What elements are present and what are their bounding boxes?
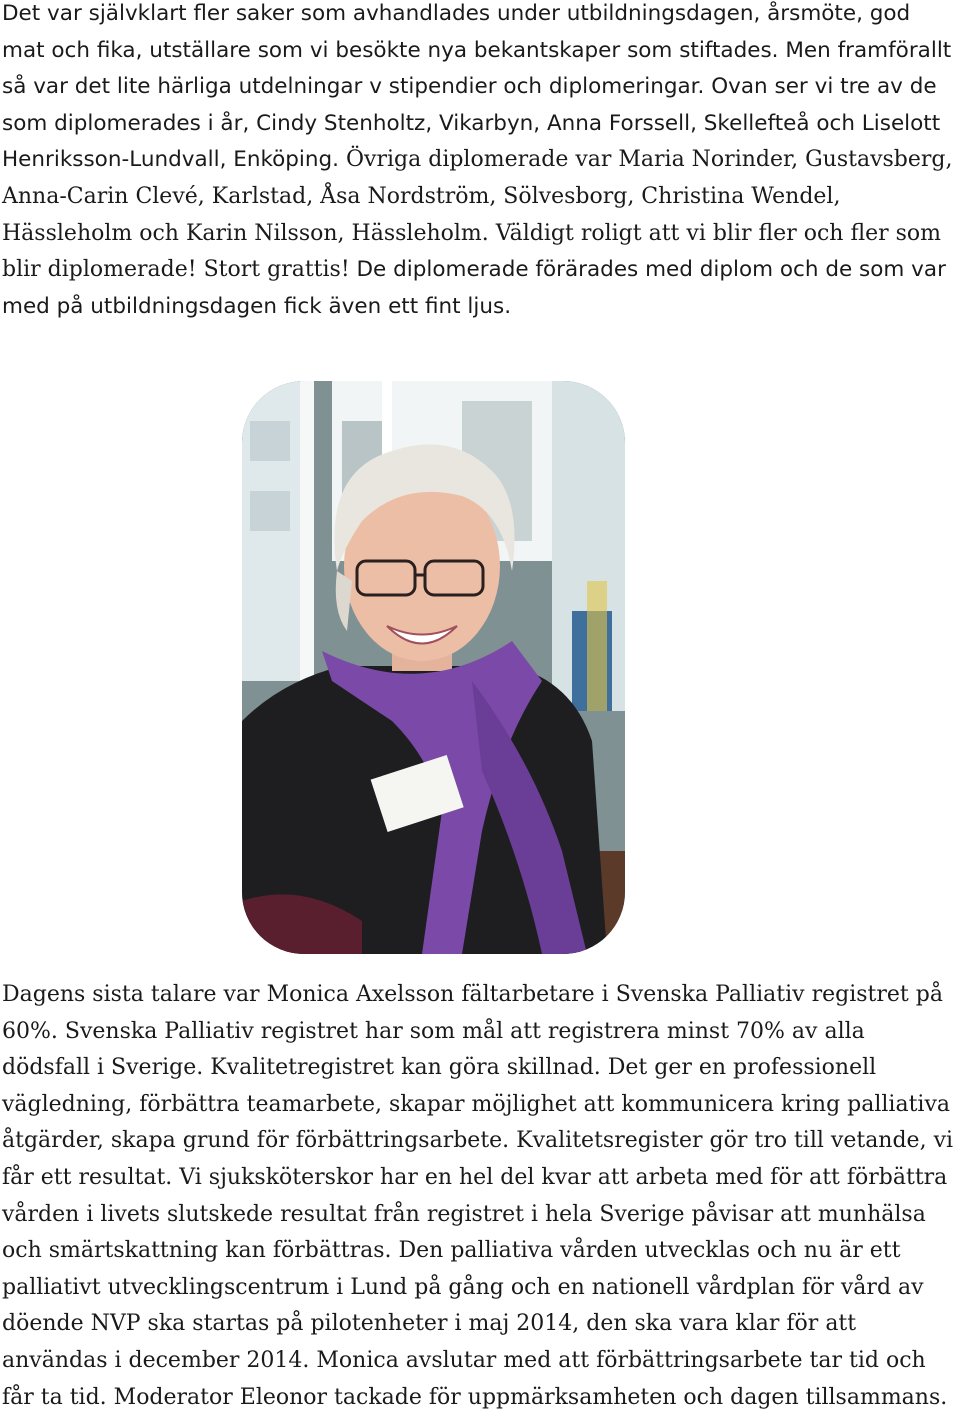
paragraph-diplomas-part-4: De diplomerade förärades med diplom och de som var med på utbildningsdagen fick även ett fint ljus. (2, 257, 946, 319)
paragraph-diplomas-part-1: Det var självklart fler saker som avhandlades under utbildningsdagen, årsmöte, god mat och fika, utställare som vi besökte nya bekantskaper som stiftades. Men framförallt så var det lite härliga utdelningar v stipendier och diplomeringar. Ovan ser vi tre av de som diplomerades i år, Cindy Stenholtz, Vikarbyn, Anna Forssell, Skellefteå och Liselott Henriksson-Lundvall, Enköping. (2, 1, 952, 173)
photo-illustration (242, 381, 625, 954)
photo-diplomate (242, 381, 625, 954)
paragraph-diplomas-part-3: Väldigt roligt att vi blir fler och fler som blir diplomerade! Stort grattis! (2, 220, 942, 283)
paragraph-diplomas (2, 0, 958, 325)
paragraph-diplomas-part-2: Övriga diplomerade var Maria Norinder, Gustavsberg, Anna-Carin Clevé, Karlstad, Åsa Nordström, Sölvesborg, Christina Wendel, Hässleholm och Karin Nilsson, Hässleholm. (2, 147, 953, 246)
paragraph-final-speaker: Dagens sista talare var Monica Axelsson fältarbetare i Svenska Palliativ registret på 60%. Svenska Palliativ registret har som mål att registrera minst 70% av alla dödsfall i Sverige. Kvalitetregistret kan göra skillnad. Det ger en professionell vägledning, förbättra teamarbete, skapar möjlighet att kommunicera kring palliativa åtgärder, skapa grund för förbättringsarbete. Kvalitetsregister gör tro till vetande, vi får ett resultat. Vi sjuksköterskor har en hel del kvar att arbeta med för att förbättra vården i livets slutskede resultat från registret i hela Sverige påvisar att munhälsa och smärtskattning kan förbättras. Den palliativa vården utvecklas och nu är ett palliativt utvecklingscentrum i Lund på gång och en nationell vårdplan för vård av döende NVP ska startas på pilotenheter i maj 2014, den ska vara klar för att användas i december 2014. Monica avslutar med att förbättringsarbete tar tid och får ta tid. Moderator Eleonor tackade för uppmärksamheten och dagen tillsammans. (2, 982, 954, 1410)
